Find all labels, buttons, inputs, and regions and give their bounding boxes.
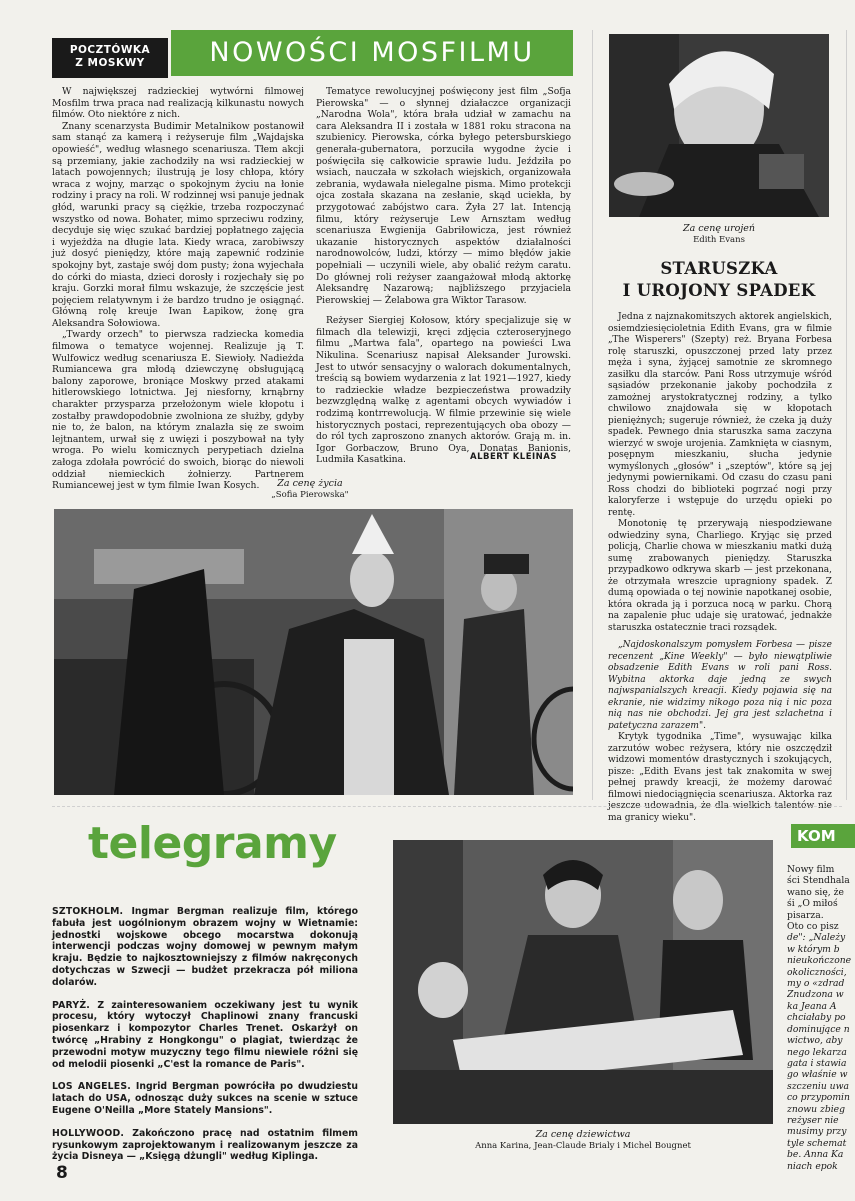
right-fragment-line: w którym b [787, 943, 840, 955]
article-left-column [52, 86, 304, 492]
right-fragment-line: Znudzona w [787, 989, 844, 1001]
telegram-place: HOLLYWOOD. [52, 1127, 125, 1139]
telegram-item [52, 1128, 358, 1163]
telegram-text: Ingmar Bergman realizuje film, którego fabuła jest uogólnionym obrazem wojny w Wietnamie: jednostki wojskowe obcego mocarstwa dokonują interwencji podczas wojny domowej w pewnym małym kraju. Będzie to najkosztowniejszy z filmów nakręconych dotychczas w Szwecji — budżet przekracza pół miliona dolarów. [52, 906, 358, 988]
caption-dziewictwa-sub: Anna Karina, Jean-Claude Brialy i Michel Bougnet [475, 1141, 691, 1151]
caption-dziewictwa [393, 1129, 773, 1152]
telegram-place: SZTOKHOLM. [52, 906, 124, 917]
article-paragraph: Reżyser Siergiej Kołosow, który specjalizuje się w filmach dla telewizji, kręci zdjęcia czteroseryjnego filmu „Martwa fala", opartego na powieści Lwa Nikulina. Scenariusz napisał Aleksander Jurowski. Jest to utwór sensacyjny o walorach dokumentalnych, treścią są bowiem wydarzenia z lat 1921—1927, kiedy to radzieckie władze bezpieczeństwa prowadziły bezwzględną walkę z agentami obcych wywiadów i rodzimą kontrrewolucją. W filmie przewinie się wiele historycznych postaci, reprezentujących oba obozy — do ról tych zaproszono znanych aktorów. Grają m. in. Igor Gorbaczow, Bruno Oya, Donatas Banionis, Ludmiła Kasatkina. [316, 315, 571, 466]
right-fragment-line: śi „O miłoś [787, 898, 838, 910]
article-paragraph: „Twardy orzech" to pierwsza radziecka komedia filmowa o tematyce wojennej. Realizuje ją T. Wulfowicz według scenariusza E. Siewioły. Nadieżda Rumiancewa gra młodą dziewczynę obsługującą balony zaporowe, broniące Moskwy przed atakami hitlerowskiego lotnictwa. Jej niesforny, krnąbrny charakter przysparza przełożonym wiele kłopotu i zostałby prawdopodobnie zwolniona ze służby, gdyby nie to, że balon, na którym znalazła się ze swoim lejtnantem, urwał się z uwięzi i poszybował na tyły wroga. Po wielu komicznych perypetiach dzielna załoga zdołała powrócić do swoich, biorąc do niewoli oddział niemieckich żołnierzy. Partnerem Rumiancewej jest w tym filmie Iwan Kosych. [52, 329, 304, 492]
right-fragment-line: co przypomin [787, 1092, 850, 1104]
right-fragment-line: de": „Należy [787, 932, 846, 944]
photo-sofia-pierowska [54, 509, 573, 795]
telegram-text: Z zainteresowaniem oczekiwany jest tu wynik procesu, który wytoczył Chaplinowi znany francuski piosenkarz i kompozytor Charles Trenet. Oskarżył on twórcę „Hrabiny z Hongkongu" o plagiat, twierdząc że przewodni motyw muzyczny tego filmu niewiele różni się od melodii piosenki „C'est la romance de Paris". [52, 999, 358, 1070]
right-fragment-line: be. Anna Ka [787, 1149, 844, 1161]
article-paragraph: W największej radzieckiej wytwórni filmowej Mosfilm trwa praca nad realizacją kilkunastu nowych filmów. Oto niektóre z nich. [52, 86, 304, 121]
staruszka-headline [606, 258, 832, 302]
telegram-item [52, 906, 358, 989]
caption-evans-sub: Edith Evans [693, 235, 745, 245]
telegram-item [52, 1000, 358, 1071]
right-fragment-line: pisarza. [787, 909, 824, 921]
right-fragment-line: ka Jeana A [787, 1000, 837, 1012]
telegramy-list [52, 906, 358, 1174]
article-paragraph: Znany scenarzysta Budimir Metalnikow postanowił sam stanąć za kamerą i reżyseruje film „Wajdajska opowieść", według własnego scenariusza. Tłem akcji są przemiany, jakie zachodziły na wsi radzieckiej w latach powojennych; ilustrują je losy chłopa, który wraca z wojny, marząc o spokojnym życiu na łonie rodziny i pracy na roli. W rodzinnej wsi panuje jednak głód, warunki pracy są ciężkie, trzeba rozpoczynać wszystko od nowa. Bohater, mimo sprzeciwu rodziny, decyduje się więc szukać bardziej popłatnego zajęcia i wyjeżdża na długie lata. Kiedy wraca, zarobiwszy już dosyć pieniędzy, które mają zapewnić rodzinie spokojny byt, zastaje swój dom pusty; żona wyjechała do córki do miasta, dzieci dorosły i rozjechały się po kraju. Gorzki morał filmu wskazuje, że szczęście jest pojęciem relatywnym i że bardzo trudno je osiągnąć. Główną rolę kreuje Iwan Łapikow, żonę gra Aleksandra Sołowiowa. [52, 120, 304, 329]
right-fragment-line: wictwo, aby [787, 1035, 843, 1047]
header-kicker-line2: Z MOSKWY [75, 57, 145, 69]
right-fragment-line: go właśnie w [787, 1069, 848, 1081]
telegram-place: LOS ANGELES. [52, 1081, 131, 1093]
caption-sofia-title: Za cenę życia [277, 478, 343, 489]
caption-evans-title: Za cenę urojeń [682, 223, 756, 234]
staruszka-paragraph: Jedna z najznakomitszych aktorek angielskich, osiemdziesięcioletnia Edith Evans, gra w filmie „The Wisperers" (Szepty) reż. Bryana Forbesa rolę staruszki, opuszczonej przed laty przez męża i syna, żyjącej samotnie ze skromnego zasiłku dla starców. Pani Ross utrzymuje wśród sąsiadów przekonanie jakoby pochodziła z zamożnej arystokratycznej rodziny, a tylko chwilowo znajdowała się w kłopotach pieniężnych; sugeruje również, że czeka ją duży spadek. Pewnego dnia staruszka sama zaczyna wierzyć w swoje urojenia. Zamknięta w ciasnym, posępnym mieszkaniu, słucha jedynie wymyślonych „głosów" i „szeptów", które są jej jedynymi powiernikami. Od czasu do czasu pani Ross chodzi do biblioteki pogrzać nogi przy kaloryferze i wstępuje do urzędu opieki po rentę. [608, 312, 832, 518]
header-title: NOWOŚCI MOSFILMU [171, 30, 573, 76]
right-fragment-line: dominujące n [787, 1023, 850, 1035]
telegram-item [52, 1081, 358, 1116]
article-paragraph: Tematyce rewolucyjnej poświęcony jest film „Sofja Pierowska" — o słynnej działaczce organizacji „Narodna Wola", która brała udział w zamachu na cara Aleksandra II i została w 1881 roku stracona na szubienicy. Pierowska, córka byłego petersburskiego generała-gubernatora, porzuciła wygodne życie i poświęciła się całkowicie sprawie ludu. Jeździła po wsiach, nauczała w szkołach wiejskich, organizowała zebrania, wydawała nielegalne pisma. Mimo protekcji ojca została skazana na zesłanie, skąd uciekła, by przygotować zabójstwo cara. Żyła 27 lat. Intencją filmu, który reżyseruje Lew Arnsztam według scenariusza Ewgienija Gabriłowicza, jest również ukazanie historycznych aspektów działalności narodnowolców, ludzi, którzy — mimo błędów jakie popełniali — uczynili wiele, aby obalić reżym caratu. Do głównej roli reżyser zaangażował młodą aktorkę Aleksandrę Nazarową; najbliższego przyjaciela Pierowskiej — Żelabowa gra Wiktor Tarasow. [316, 86, 571, 306]
right-fragment-line: Oto co pisz [787, 921, 839, 933]
right-fragment-line: okoliczności, [787, 966, 847, 978]
author-signature: ALBERT KLEINAS [470, 452, 557, 462]
page-right-edge-line [846, 30, 847, 800]
article-middle-column [316, 86, 571, 466]
header-kicker [52, 38, 168, 78]
caption-sofia [200, 478, 420, 501]
right-fragment-line: nieukończone [787, 955, 852, 967]
staruszka-title-line2: I UROJONY SPADEK [622, 281, 816, 300]
staruszka-paragraph: Monotonię tę przerywają niespodziewane odwiedziny syna, Charliego. Kryjąc się przed policją, Charlie chowa w mieszkaniu matki dużą sumę zrabowanych pieniędzy. Staruszka przypadkowo odkrywa skarb — jest przekonana, że otrzymała wreszcie upragniony spadek. Z dumą opowiada o tej nowinie napotkanej osobie, która okrada ją i porzuca nocą w parku. Chorą na zapalenie płuc udaje się uratować, jednakże staruszka ostatecznie traci rozsądek. [608, 519, 832, 633]
photo-edith-evans [609, 34, 829, 217]
telegram-place: PARYŻ. [52, 999, 91, 1011]
right-fragment-column [787, 864, 855, 1172]
telegramy-title: telegramy [88, 818, 337, 869]
telegram-text: Zakończono pracę nad ostatnim filmem rysunkowym zaprojektowanym i realizowanym jeszcze za życia Disneya — „Księgą dżungli" według Kiplinga. [52, 1127, 358, 1163]
right-fragment-line: my o «zdrad [787, 978, 845, 990]
header-kicker-line1: POCZTÓWKA [69, 44, 151, 56]
caption-evans [609, 223, 829, 246]
right-fragment-line: Nowy film [787, 864, 835, 875]
staruszka-quote: „Najdoskonalszym pomysłem Forbesa — pisze recenzent „Kine Weekly" — było niewątpliwie obsadzenie Edith Evans w roli pani Ross. Wybitna aktorka daje jedną ze swych najwspanialszych kreacji. Kiedy pojawia się na ekranie, nie widzimy nikogo poza nią i nic poza nią nas nie obchodzi. Jej gra jest szlachetna i patetyczna zarazem". [608, 640, 832, 731]
kom-box: KOM [791, 824, 855, 848]
right-fragment-line: wano się, że [787, 886, 844, 898]
telegram-text: Ingrid Bergman powróciła po dwudziestu latach do USA, odnosząc duży sukces na scenie w sztuce Eugene O'Neilla „More Stately Mansions". [52, 1081, 358, 1116]
right-fragment-line: niach epok [787, 1160, 838, 1172]
caption-sofia-sub: „Sofia Pierowska" [271, 490, 349, 500]
right-fragment-line: musimy przy [787, 1126, 847, 1138]
right-fragment-line: chciałaby po [787, 1012, 846, 1024]
photo-dziewictwa [393, 840, 773, 1124]
right-fragment-line: tyle schemat [787, 1137, 847, 1149]
right-fragment-line: znowu zbieg [787, 1103, 845, 1115]
right-fragment-line: nego lekarza [787, 1046, 847, 1058]
right-fragment-line: ści Stendhala [787, 875, 850, 887]
section-divider [52, 806, 842, 807]
right-fragment-line: gata i stawia [787, 1057, 847, 1069]
caption-dziewictwa-title: Za cenę dziewictwa [535, 1129, 631, 1140]
column-divider [592, 30, 593, 800]
staruszka-paragraph: Krytyk tygodnika „Time", wysuwając kilka zarzutów wobec reżysera, który nie oszczędził widzowi momentów drastycznych i szokujących, pisze: „Edith Evans jest tak znakomita w swej pełnej prawdy kreacji, że możemy darować filmowi niedociągnięcia scenariusza. Aktorka raz jeszcze udowadnia, że dla wielkich talentów nie ma granicy wieku". [608, 732, 832, 823]
right-fragment-line: szczeniu uwa [787, 1080, 849, 1092]
staruszka-column [608, 312, 832, 824]
staruszka-title-line1: STARUSZKA [660, 259, 778, 278]
page-number: 8 [56, 1163, 68, 1183]
right-fragment-line: reżyser nie [787, 1114, 839, 1126]
